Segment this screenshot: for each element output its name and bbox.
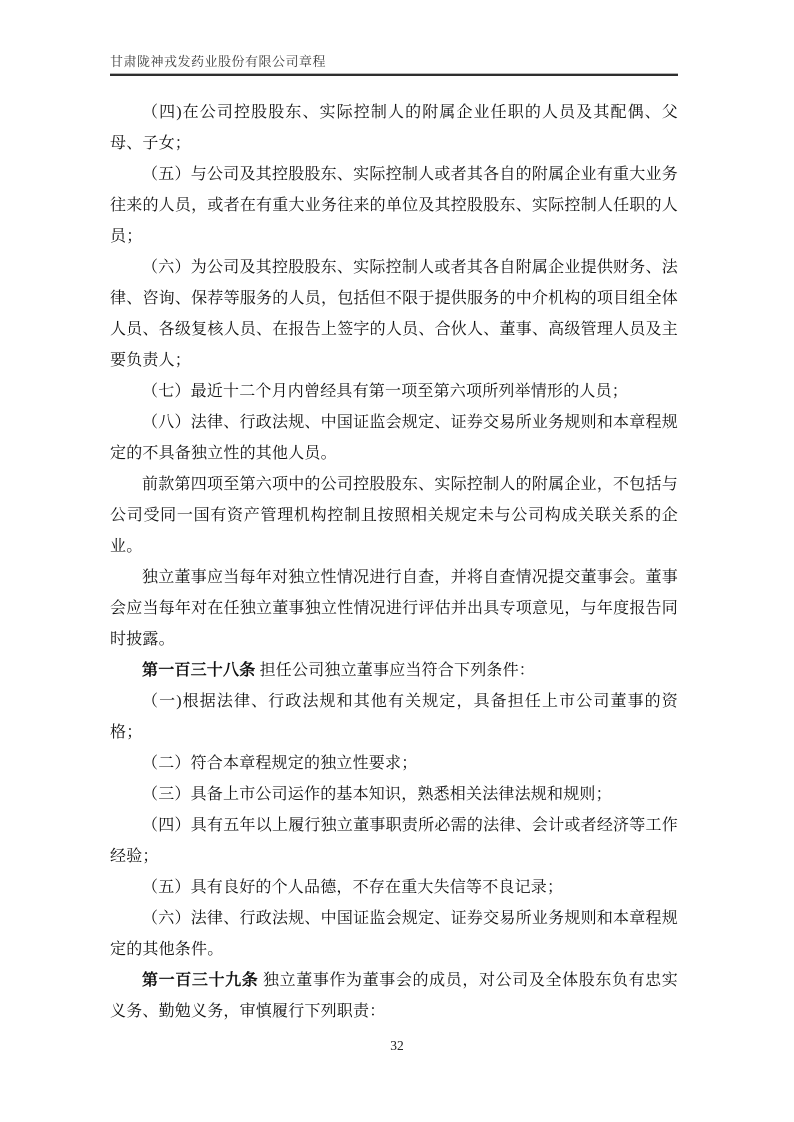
paragraph-preceding-clause: 前款第四项至第六项中的公司控股股东、实际控制人的附属企业，不包括与公司受同一国有资产管理机构控制且按照相关规定未与公司构成关联关系的企业。 bbox=[110, 476, 678, 555]
paragraph-annual-self-check: 独立董事应当每年对独立性情况进行自查，并将自查情况提交董事会。董事会应当每年对在任独立董事独立性情况进行评估并出具专项意见，与年度报告同时披露。 bbox=[110, 569, 678, 648]
paragraph-condition-3: （三）具备上市公司运作的基本知识，熟悉相关法律法规和规则； bbox=[142, 786, 612, 803]
page-header bbox=[110, 54, 678, 76]
paragraph-item-6: （六）为公司及其控股股东、实际控制人或者其各自附属企业提供财务、法律、咨询、保荐等服务的人员，包括但不限于提供服务的中介机构的项目组全体人员、各级复核人员、在报告上签字的人员、合伙人、董事、高级管理人员及主要负责人； bbox=[110, 259, 678, 369]
document-body bbox=[110, 97, 678, 1027]
paragraph-item-7: （七）最近十二个月内曾经具有第一项至第六项所列举情形的人员； bbox=[142, 383, 629, 400]
paragraph-item-8: （八）法律、行政法规、中国证监会规定、证券交易所业务规则和本章程规定的不具备独立性的其他人员。 bbox=[110, 414, 678, 462]
paragraph-condition-4: （四）具有五年以上履行独立董事职责所必需的法律、会计或者经济等工作经验； bbox=[110, 817, 678, 865]
header-rule-dark-line bbox=[110, 74, 678, 76]
article-138-number: 第一百三十八条 bbox=[142, 662, 256, 679]
page-footer bbox=[0, 1037, 794, 1055]
paragraph-item-4: （四)在公司控股股东、实际控制人的附属企业任职的人员及其配偶、父母、子女； bbox=[110, 104, 678, 152]
paragraph-condition-2: （二）符合本章程规定的独立性要求； bbox=[142, 755, 418, 772]
paragraph-item-5: （五）与公司及其控股股东、实际控制人或者其各自的附属企业有重大业务往来的人员，或者在有重大业务往来的单位及其控股股东、实际控制人任职的人员； bbox=[110, 166, 678, 245]
paragraph-condition-1: （一)根据法律、行政法规和其他有关规定，具备担任上市公司董事的资格； bbox=[110, 693, 678, 741]
article-138-text: 担任公司独立董事应当符合下列条件： bbox=[255, 662, 536, 679]
paragraph-article-138 bbox=[110, 655, 678, 686]
paragraph-article-139 bbox=[110, 965, 678, 1027]
article-139-number: 第一百三十九条 bbox=[142, 972, 259, 989]
header-rule bbox=[110, 73, 678, 76]
header-title: 甘肃陇神戎发药业股份有限公司章程 bbox=[110, 54, 327, 69]
paragraph-condition-6: （六）法律、行政法规、中国证监会规定、证券交易所业务规则和本章程规定的其他条件。 bbox=[110, 910, 678, 958]
page-number: 32 bbox=[390, 1038, 404, 1053]
paragraph-condition-5: （五）具有良好的个人品德，不存在重大失信等不良记录； bbox=[142, 879, 564, 896]
article-139-text: 独立董事作为董事会的成员，对公司及全体股东负有忠实义务、勤勉义务，审慎履行下列职责： bbox=[110, 972, 679, 1020]
